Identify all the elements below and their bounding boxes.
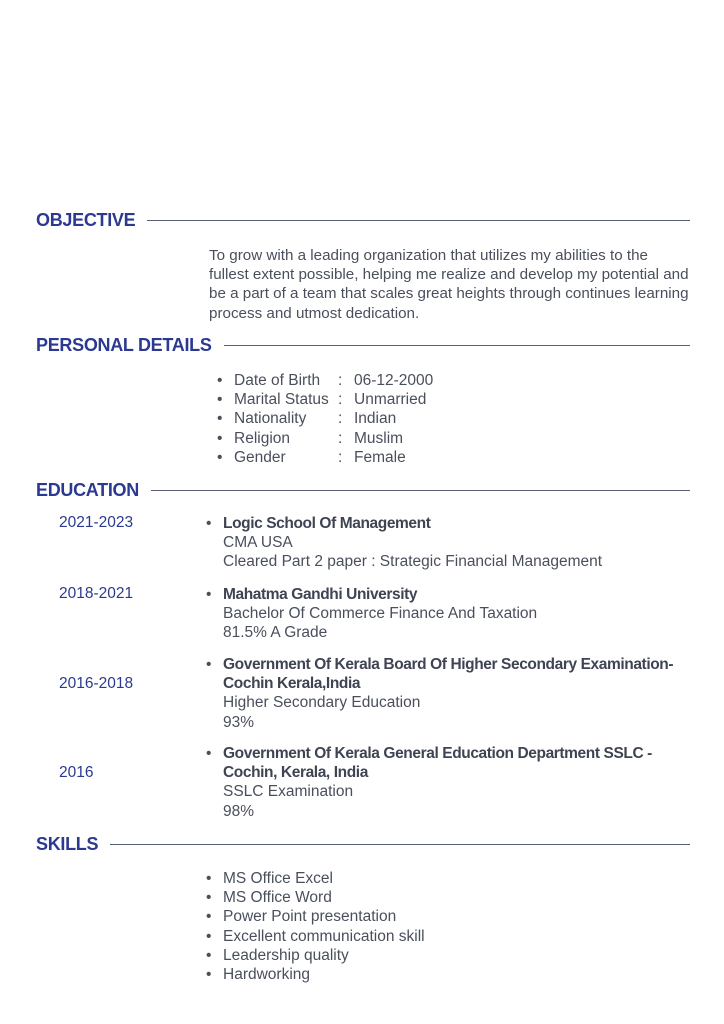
personal-details-section-header xyxy=(36,335,690,356)
bullet-icon: • xyxy=(206,586,212,603)
bullet-icon: • xyxy=(206,745,212,762)
education-years: 2016 xyxy=(59,764,94,781)
education-institution: Government Of Kerala Board Of Higher Secondary Examination-Cochin Kerala,India xyxy=(223,656,674,693)
objective-divider xyxy=(147,220,690,221)
education-years: 2016-2018 xyxy=(59,675,134,692)
bullet-icon: • xyxy=(217,429,223,447)
objective-text: To grow with a leading organization that utilizes my abilities to the fullest extent possible, helping me realize and develop my potential and be a part of a team that scales great heights through continues learning process and utmost dedication. xyxy=(209,247,689,322)
education-detail: CMA USA xyxy=(223,534,293,552)
education-years: 2018-2021 xyxy=(59,585,134,602)
skills-heading: SKILLS xyxy=(36,834,99,854)
bullet-icon: • xyxy=(206,870,212,887)
bullet-icon: • xyxy=(206,889,212,907)
skills-list xyxy=(206,869,425,984)
personal-details-heading: PERSONAL DETAILS xyxy=(36,335,212,355)
skill-item: • MS Office Word xyxy=(206,889,332,907)
education-institution: Logic School Of Management xyxy=(223,515,431,532)
bullet-icon: • xyxy=(217,391,223,409)
bullet-icon: • xyxy=(217,448,223,466)
education-detail: 98% xyxy=(223,802,255,820)
education-detail: SSLC Examination xyxy=(223,783,354,801)
education-heading: EDUCATION xyxy=(36,480,139,500)
personal-detail-item: • Religion : Muslim xyxy=(217,429,404,447)
personal-detail-item: • Nationality : Indian xyxy=(217,410,397,428)
skill-item: • Power Point presentation xyxy=(206,908,397,926)
education-detail: 93% xyxy=(223,713,255,731)
education-divider xyxy=(151,490,690,491)
skill-item: • MS Office Excel xyxy=(206,870,333,887)
skill-item: • Leadership quality xyxy=(206,946,349,964)
skill-item: • Excellent communication skill xyxy=(206,927,425,945)
education-detail: Higher Secondary Education xyxy=(223,694,421,712)
education-entry xyxy=(206,585,693,643)
bullet-icon: • xyxy=(206,515,212,532)
bullet-icon: • xyxy=(206,927,212,945)
education-years: 2021-2023 xyxy=(59,514,134,531)
education-detail: 81.5% A Grade xyxy=(223,624,328,642)
skills-divider xyxy=(110,844,690,845)
personal-details-list xyxy=(217,371,434,467)
education-section-header xyxy=(36,480,690,501)
bullet-icon: • xyxy=(206,656,212,673)
bullet-icon: • xyxy=(206,908,212,926)
bullet-icon: • xyxy=(217,372,223,389)
personal-detail-item: • Date of Birth : 06-12-2000 xyxy=(217,372,434,389)
education-entry xyxy=(206,744,693,821)
bullet-icon: • xyxy=(217,410,223,428)
personal-detail-item: • Gender : Female xyxy=(217,448,406,466)
bullet-icon: • xyxy=(206,946,212,964)
education-institution: Government Of Kerala General Education Department SSLC - Cochin, Kerala, India xyxy=(223,745,652,782)
education-detail: Bachelor Of Commerce Finance And Taxation xyxy=(223,605,538,623)
education-entry xyxy=(206,514,693,572)
personal-detail-item: • Marital Status : Unmarried xyxy=(217,391,427,409)
education-detail: Cleared Part 2 paper : Strategic Financial Management xyxy=(223,553,603,571)
education-institution: Mahatma Gandhi University xyxy=(223,586,418,603)
objective-section-header xyxy=(36,210,690,231)
skills-section-header xyxy=(36,834,690,855)
education-entry xyxy=(206,655,693,732)
personal-details-divider xyxy=(224,345,690,346)
skill-item: • Hardworking xyxy=(206,966,311,984)
objective-heading: OBJECTIVE xyxy=(36,210,136,230)
bullet-icon: • xyxy=(206,966,212,984)
